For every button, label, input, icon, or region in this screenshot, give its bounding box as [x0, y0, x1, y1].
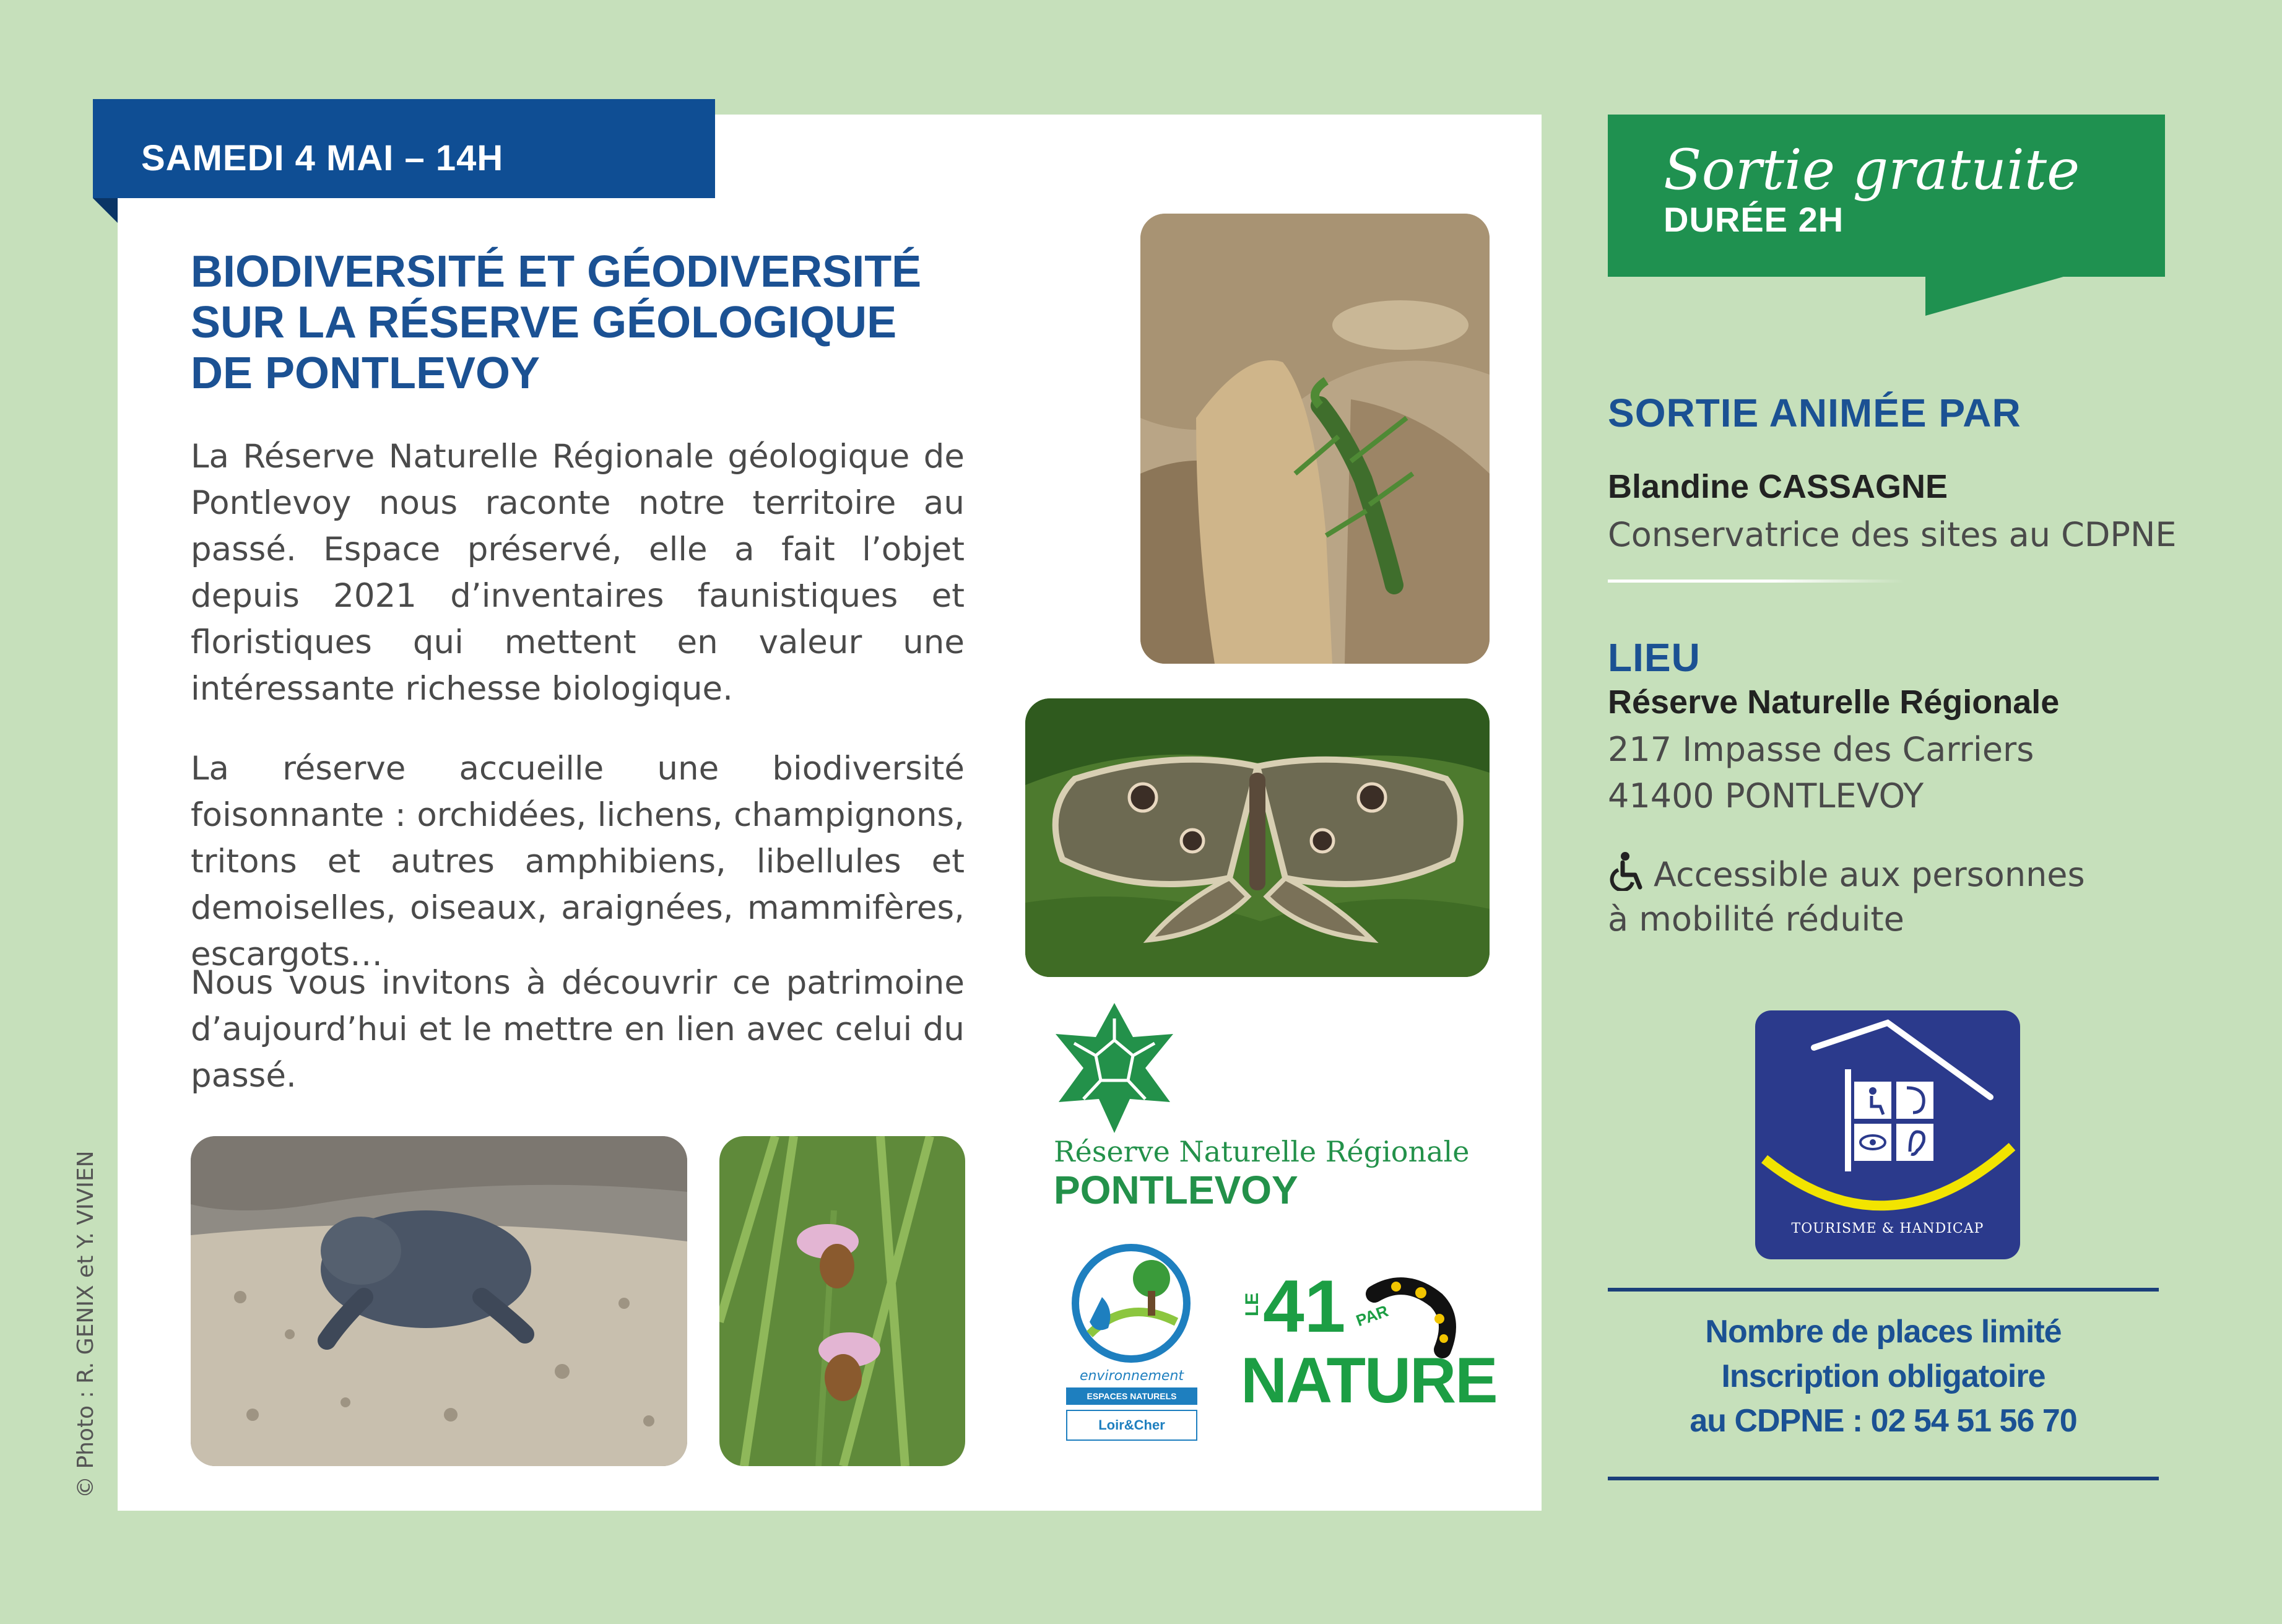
speech-bubble-tail	[1925, 276, 2068, 316]
divider	[1608, 1477, 2159, 1480]
divider	[1608, 1288, 2159, 1292]
location-heading: LIEU	[1608, 635, 1701, 680]
tourisme-handicap-label: TOURISME & HANDICAP	[1791, 1221, 1984, 1236]
wheelchair-icon	[1608, 851, 1647, 891]
title-line: SUR LA RÉSERVE GÉOLOGIQUE	[191, 298, 897, 347]
free-outing-box	[1608, 115, 2165, 277]
animated-by-heading: SORTIE ANIMÉE PAR	[1608, 391, 2021, 435]
environnement-logo	[1065, 1241, 1198, 1446]
registration-line-2: Inscription obligatoire	[1721, 1358, 2046, 1394]
divider	[1608, 580, 1905, 583]
accessibility-note	[1608, 851, 2103, 942]
toad-photo	[191, 1136, 687, 1466]
moth-photo	[1025, 698, 1490, 977]
free-outing-label: Sortie gratuite	[1664, 137, 2080, 202]
main-title	[191, 246, 1082, 399]
registration-line-1: Nombre de places limité	[1705, 1314, 2062, 1350]
le-41-par-nature-logo	[1238, 1265, 1497, 1424]
nature-logo-word: NATURE	[1241, 1345, 1497, 1417]
guide-name: Blandine CASSAGNE	[1608, 468, 1948, 505]
duration-label: DURÉE 2H	[1664, 200, 1844, 239]
guide-role: Conservatrice des sites au CDPNE	[1608, 515, 2177, 554]
accessibility-line-1: Accessible aux personnes	[1654, 855, 2085, 894]
banner-fold	[93, 198, 118, 223]
reserve-naturelle-logo	[1052, 1000, 1486, 1210]
mantis-photo	[1140, 214, 1490, 664]
nature-logo-par: PAR	[1353, 1301, 1391, 1331]
registration-line-3: au CDPNE : 02 54 51 56 70	[1690, 1403, 2077, 1439]
intro-paragraph: La Réserve Naturelle Régionale géologique de Pontlevoy nous raconte notre territoire au passé. Espace préservé, elle a fait l’objet depuis 2021 d’inventaires faunistiques et floristiques qui mettent en valeur une intéressante richesse biologique.	[191, 438, 965, 708]
espaces-naturels-label: ESPACES NATURELS SENSIBLES	[1066, 1387, 1197, 1405]
nature-logo-number: 41	[1263, 1265, 1346, 1348]
tourisme-handicap-logo	[1755, 1010, 2020, 1259]
registration-info	[1608, 1309, 2159, 1443]
orchid-photo	[719, 1136, 965, 1466]
environnement-word: environnement	[1079, 1368, 1184, 1384]
invitation-paragraph: Nous vous invitons à découvrir ce patrimoine d’aujourd’hui et le mettre en lien avec celui du passé.	[191, 964, 965, 1095]
reserve-logo-place: PONTLEVOY	[1054, 1168, 1298, 1212]
reserve-logo-name: Réserve Naturelle Régionale	[1054, 1135, 1470, 1168]
location-name: Réserve Naturelle Régionale	[1608, 684, 2060, 721]
address-line-1: 217 Impasse des Carriers	[1608, 730, 2034, 769]
biodiversity-paragraph: La réserve accueille une biodiversité foisonnante : orchidées, lichens, champignons, tritons et autres amphibiens, libellules et demoiselles, oiseaux, araignées, mammifères, escargots…	[191, 750, 965, 973]
loir-et-cher-label: Loir&Cher	[1066, 1410, 1197, 1441]
nature-logo-le: LE	[1242, 1292, 1263, 1317]
photo-credit: © Photo : R. GENIX et Y. VIVIEN	[73, 1150, 98, 1498]
title-line: BIODIVERSITÉ ET GÉODIVERSITÉ	[191, 247, 922, 297]
accessibility-line-2: à mobilité réduite	[1608, 900, 1904, 939]
date-banner: SAMEDI 4 MAI – 14H	[93, 99, 715, 198]
address-line-2: 41400 PONTLEVOY	[1608, 776, 1924, 815]
title-line: DE PONTLEVOY	[191, 349, 540, 398]
